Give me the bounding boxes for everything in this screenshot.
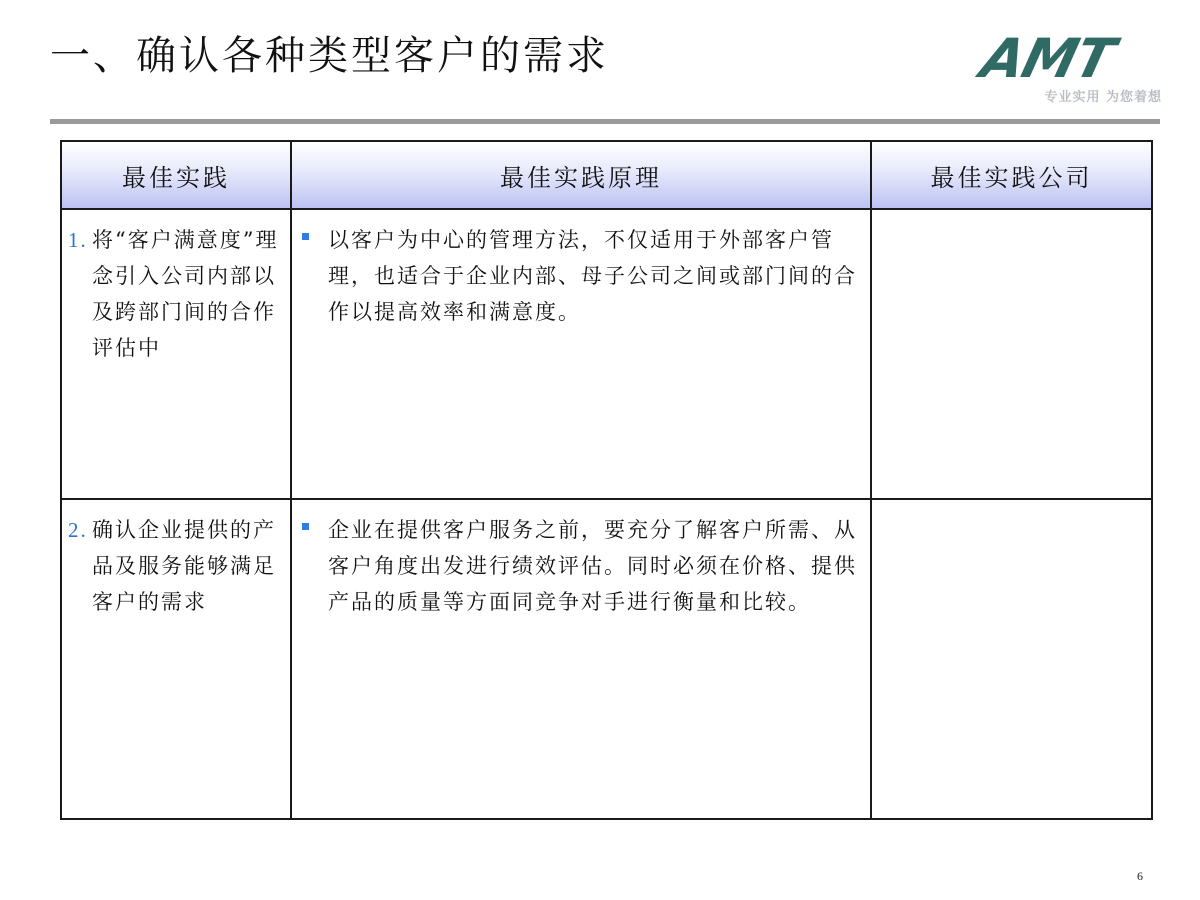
principle-text: 企业在提供客户服务之前，要充分了解客户所需、从客户角度出发进行绩效评估。同时必须在价格、提供产品的质量等方面同竞争对手进行衡量和比较。 (328, 518, 857, 614)
table-row (61, 209, 1152, 499)
logo-wordmark: AMT (975, 27, 1121, 90)
page-number: 6 (1137, 869, 1143, 883)
practice-text: 将“客户满意度”理念引入公司内部以及跨部门间的合作评估中 (92, 228, 279, 360)
company-cell (871, 209, 1152, 499)
principle-cell (291, 209, 871, 499)
table-row (61, 499, 1152, 819)
slide-title: 一、确认各种类型客户的需求 (50, 33, 609, 79)
header-practice-company: 最佳实践公司 (871, 141, 1152, 209)
square-bullet-icon (300, 222, 328, 330)
company-cell (871, 499, 1152, 819)
header-practice-principle: 最佳实践原理 (291, 141, 871, 209)
practice-cell (61, 499, 291, 819)
table-header-row (61, 141, 1152, 209)
title-divider (50, 119, 1160, 124)
principle-cell (291, 499, 871, 819)
practice-number: 1. (68, 228, 88, 252)
logo-tagline: 专业实用 为您着想 (1044, 90, 1162, 105)
practice-cell (61, 209, 291, 499)
best-practice-table (60, 140, 1153, 820)
amt-logo (975, 27, 1166, 108)
practice-number: 2. (68, 518, 88, 542)
principle-text: 以客户为中心的管理方法，不仅适用于外部客户管理，也适合于企业内部、母子公司之间或部门间的合作以提高效率和满意度。 (328, 228, 857, 324)
square-bullet-icon (300, 512, 328, 620)
header-best-practice: 最佳实践 (61, 141, 291, 209)
practice-text: 确认企业提供的产品及服务能够满足客户的需求 (92, 518, 276, 614)
